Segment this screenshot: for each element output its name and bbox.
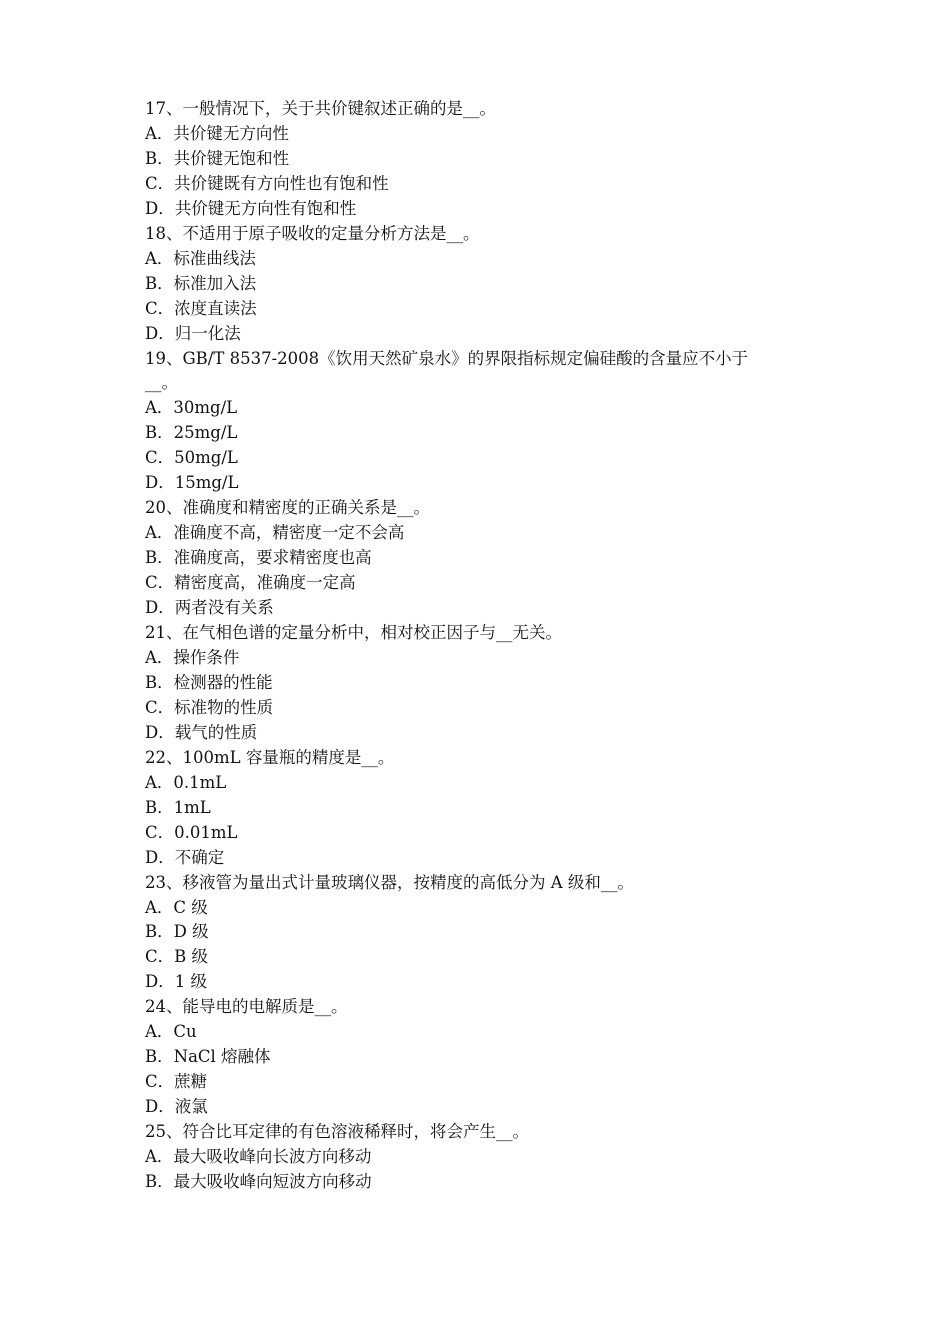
option-b: B．NaCl 熔融体 [145, 1047, 271, 1067]
option-b: B．共价键无饱和性 [145, 148, 290, 168]
question-20 [145, 496, 815, 621]
option-d: D．不确定 [145, 847, 225, 867]
question-stem: 21、在气相色谱的定量分析中，相对校正因子与__无关。 [145, 623, 562, 643]
option-a: A．0.1mL [145, 772, 227, 792]
option-a: A．最大吸收峰向长波方向移动 [145, 1147, 372, 1167]
option-d: D．载气的性质 [145, 722, 258, 742]
option-a: A．Cu [145, 1022, 197, 1042]
option-b: B．检测器的性能 [145, 672, 273, 692]
question-21 [145, 621, 815, 746]
question-stem-continued: __。 [145, 373, 178, 393]
question-17 [145, 97, 815, 222]
option-d: D．15mg/L [145, 473, 239, 493]
question-stem: 17、一般情况下，关于共价键叙述正确的是__。 [145, 99, 496, 118]
question-stem: 19、GB/T 8537-2008《饮用天然矿泉水》的界限指标规定偏硅酸的含量应不小于 [145, 348, 749, 368]
question-stem: 22、100mL 容量瓶的精度是__。 [145, 747, 395, 767]
option-d: D．共价键无方向性有饱和性 [145, 198, 357, 218]
option-b: B．准确度高，要求精密度也高 [145, 548, 372, 568]
question-22 [145, 746, 815, 871]
option-a: A．准确度不高，精密度一定不会高 [145, 523, 405, 543]
option-a: A．操作条件 [145, 647, 240, 667]
question-stem: 23、移液管为量出式计量玻璃仪器，按精度的高低分为 A 级和__。 [145, 872, 634, 892]
question-stem: 20、准确度和精密度的正确关系是__。 [145, 498, 430, 518]
option-c: C．共价键既有方向性也有饱和性 [145, 173, 389, 193]
option-b: B．1mL [145, 797, 211, 817]
option-b: B．D 级 [145, 922, 209, 942]
option-c: C．B 级 [145, 947, 208, 967]
option-b: B．25mg/L [145, 423, 238, 443]
option-c: C．精密度高，准确度一定高 [145, 573, 356, 593]
question-stem: 24、能导电的电解质是__。 [145, 997, 348, 1017]
option-c: C．浓度直读法 [145, 298, 257, 318]
option-a: A．共价键无方向性 [145, 123, 289, 143]
question-stem: 18、不适用于原子吸收的定量分析方法是__。 [145, 223, 480, 243]
question-18 [145, 222, 815, 347]
option-d: D．两者没有关系 [145, 598, 274, 618]
option-c: C．50mg/L [145, 448, 238, 468]
option-b: B．最大吸收峰向短波方向移动 [145, 1171, 372, 1191]
question-25 [145, 1120, 815, 1195]
option-d: D．归一化法 [145, 323, 241, 343]
option-d: D．液氯 [145, 1097, 208, 1117]
exam-page [145, 97, 815, 1195]
question-19 [145, 347, 815, 497]
option-b: B．标准加入法 [145, 273, 257, 293]
question-stem: 25、符合比耳定律的有色溶液稀释时，将会产生__。 [145, 1122, 529, 1142]
question-23 [145, 871, 815, 996]
option-a: A．30mg/L [145, 398, 238, 418]
option-c: C．标准物的性质 [145, 697, 274, 717]
option-c: C．0.01mL [145, 822, 238, 842]
option-c: C．蔗糖 [145, 1072, 208, 1092]
option-a: A．C 级 [145, 897, 208, 917]
option-a: A．标准曲线法 [145, 248, 256, 268]
question-24 [145, 995, 815, 1120]
option-d: D．1 级 [145, 972, 207, 992]
